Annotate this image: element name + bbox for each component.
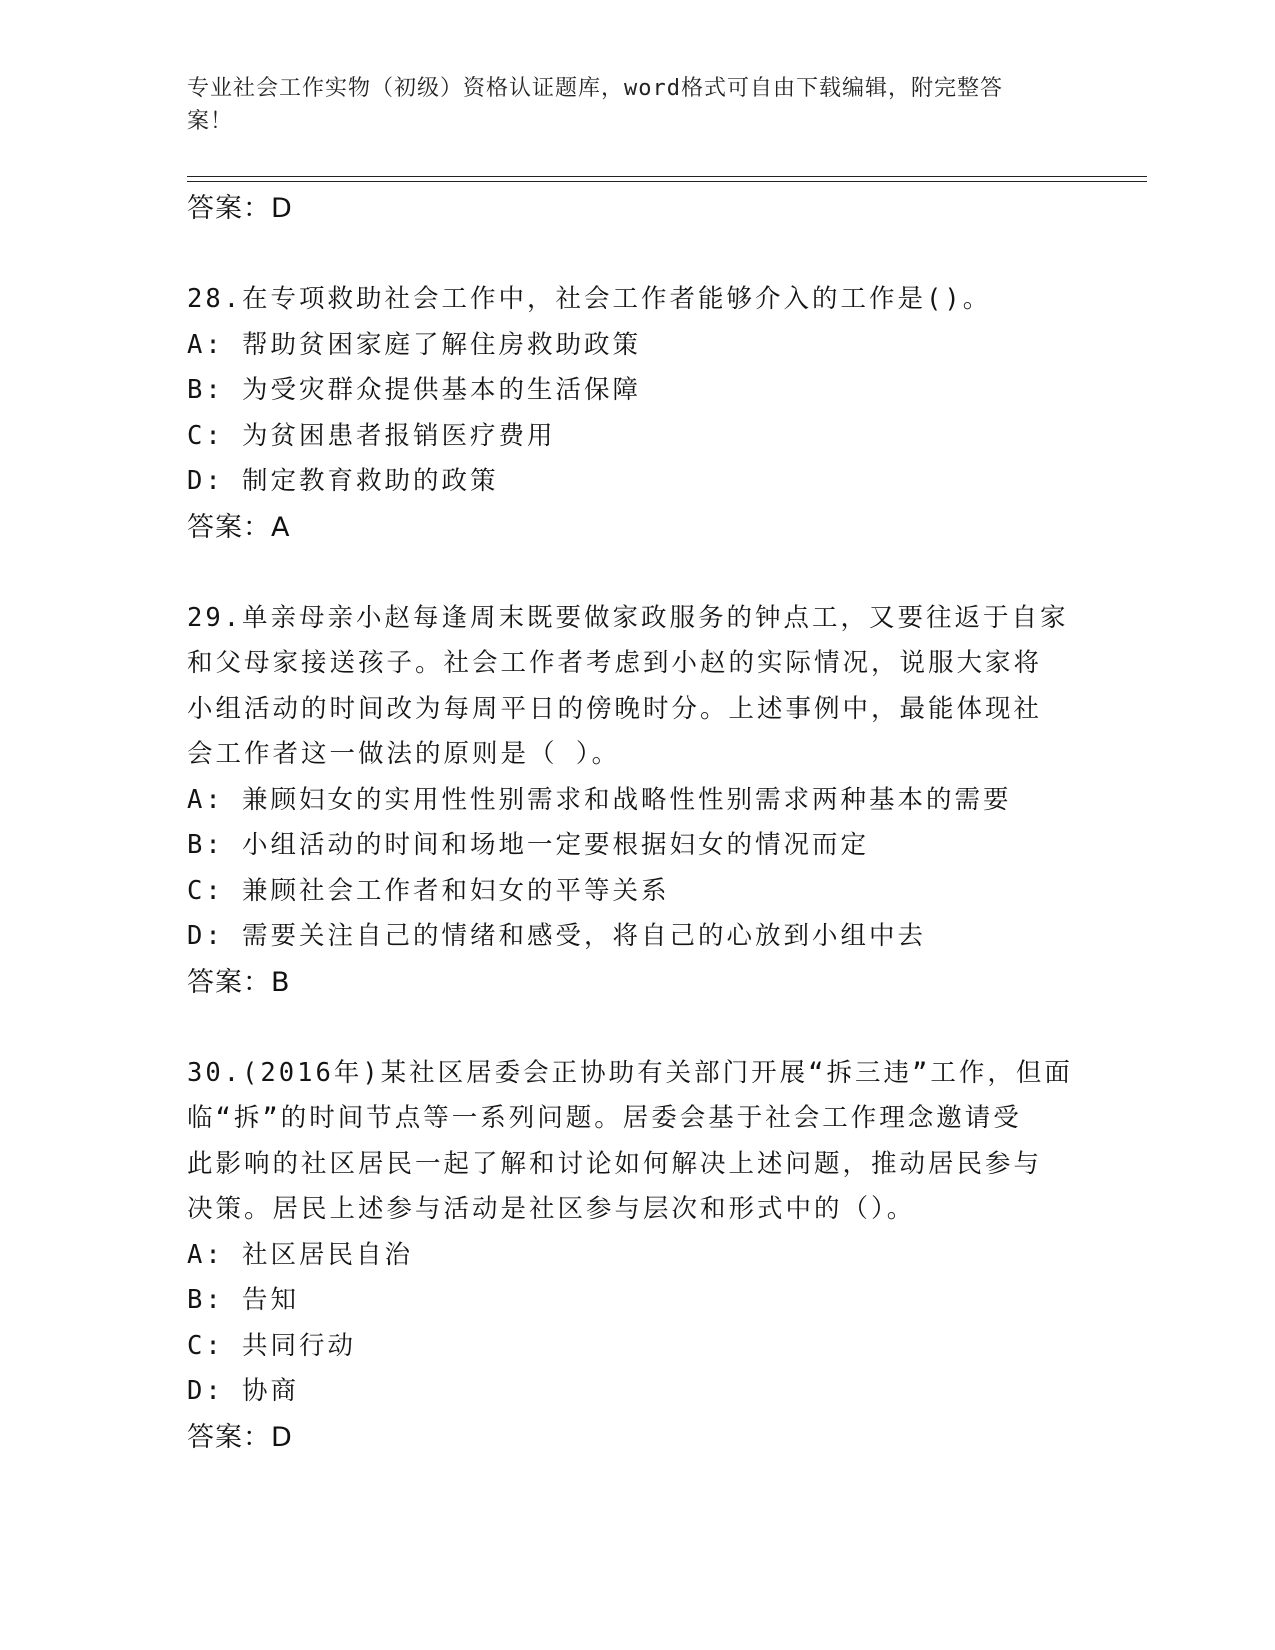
header-note-line: 专业社会工作实物（初级）资格认证题库，word格式可自由下载编辑，附完整答 xyxy=(187,76,1003,101)
question-stem-line: 决策。居民上述参与活动是社区参与层次和形式中的（）。 xyxy=(187,1194,916,1224)
option-line: C: 共同行动 xyxy=(187,1330,357,1361)
answer-line: 答案：D xyxy=(187,193,293,224)
question-stem-line: 和父母家接送孩子。社会工作者考虑到小赵的实际情况，说服大家将 xyxy=(187,648,1043,678)
question-stem-line: 29.单亲母亲小赵每逢周末既要做家政服务的钟点工，又要往返于自家 xyxy=(187,602,1069,633)
answer-line: 答案：D xyxy=(187,1421,293,1453)
option-line: D: 协商 xyxy=(187,1376,300,1406)
option-line: B: 小组活动的时间和场地一定要根据妇女的情况而定 xyxy=(187,830,870,860)
header-rule-top xyxy=(187,176,1147,177)
question-gap xyxy=(187,551,1087,596)
question-list xyxy=(187,186,1087,1461)
question-stem-line: 30.(2016年)某社区居委会正协助有关部门开展“拆三违”工作，但面 xyxy=(187,1057,1073,1088)
option-line: A: 兼顾妇女的实用性性别需求和战略性性别需求两种基本的需要 xyxy=(187,784,1012,815)
option-line: D: 制定教育救助的政策 xyxy=(187,466,499,496)
option-line: D: 需要关注自己的情绪和感受，将自己的心放到小组中去 xyxy=(187,921,927,951)
question-stem-line: 28.在专项救助社会工作中，社会工作者能够介入的工作是()。 xyxy=(187,284,992,314)
question-stem-line: 会工作者这一做法的原则是（ ）。 xyxy=(187,739,621,769)
question-block xyxy=(187,277,1087,551)
question-gap xyxy=(187,232,1087,277)
header-rule-bottom xyxy=(187,181,1147,182)
option-line: A: 社区居民自治 xyxy=(187,1239,414,1270)
question-block xyxy=(187,596,1087,1006)
option-line: B: 告知 xyxy=(187,1285,300,1315)
header-note-line: 案！ xyxy=(187,109,234,134)
question-stem-line: 此影响的社区居民一起了解和讨论如何解决上述问题，推动居民参与 xyxy=(187,1148,1043,1179)
answer-line: 答案：B xyxy=(187,966,291,998)
header-note xyxy=(187,72,1087,138)
question-stem-line: 临“拆”的时间节点等一系列问题。居委会基于社会工作理念邀请受 xyxy=(187,1103,1022,1133)
answer-line: 答案：A xyxy=(187,511,291,543)
question-block xyxy=(187,1051,1087,1461)
option-line: C: 为贫困患者报销医疗费用 xyxy=(187,420,556,451)
question-stem-line: 小组活动的时间改为每周平日的傍晚时分。上述事例中，最能体现社 xyxy=(187,693,1043,724)
option-line: A: 帮助贫困家庭了解住房救助政策 xyxy=(187,329,642,360)
question-gap xyxy=(187,1006,1087,1051)
option-line: C: 兼顾社会工作者和妇女的平等关系 xyxy=(187,875,670,906)
option-line: B: 为受灾群众提供基本的生活保障 xyxy=(187,375,642,405)
